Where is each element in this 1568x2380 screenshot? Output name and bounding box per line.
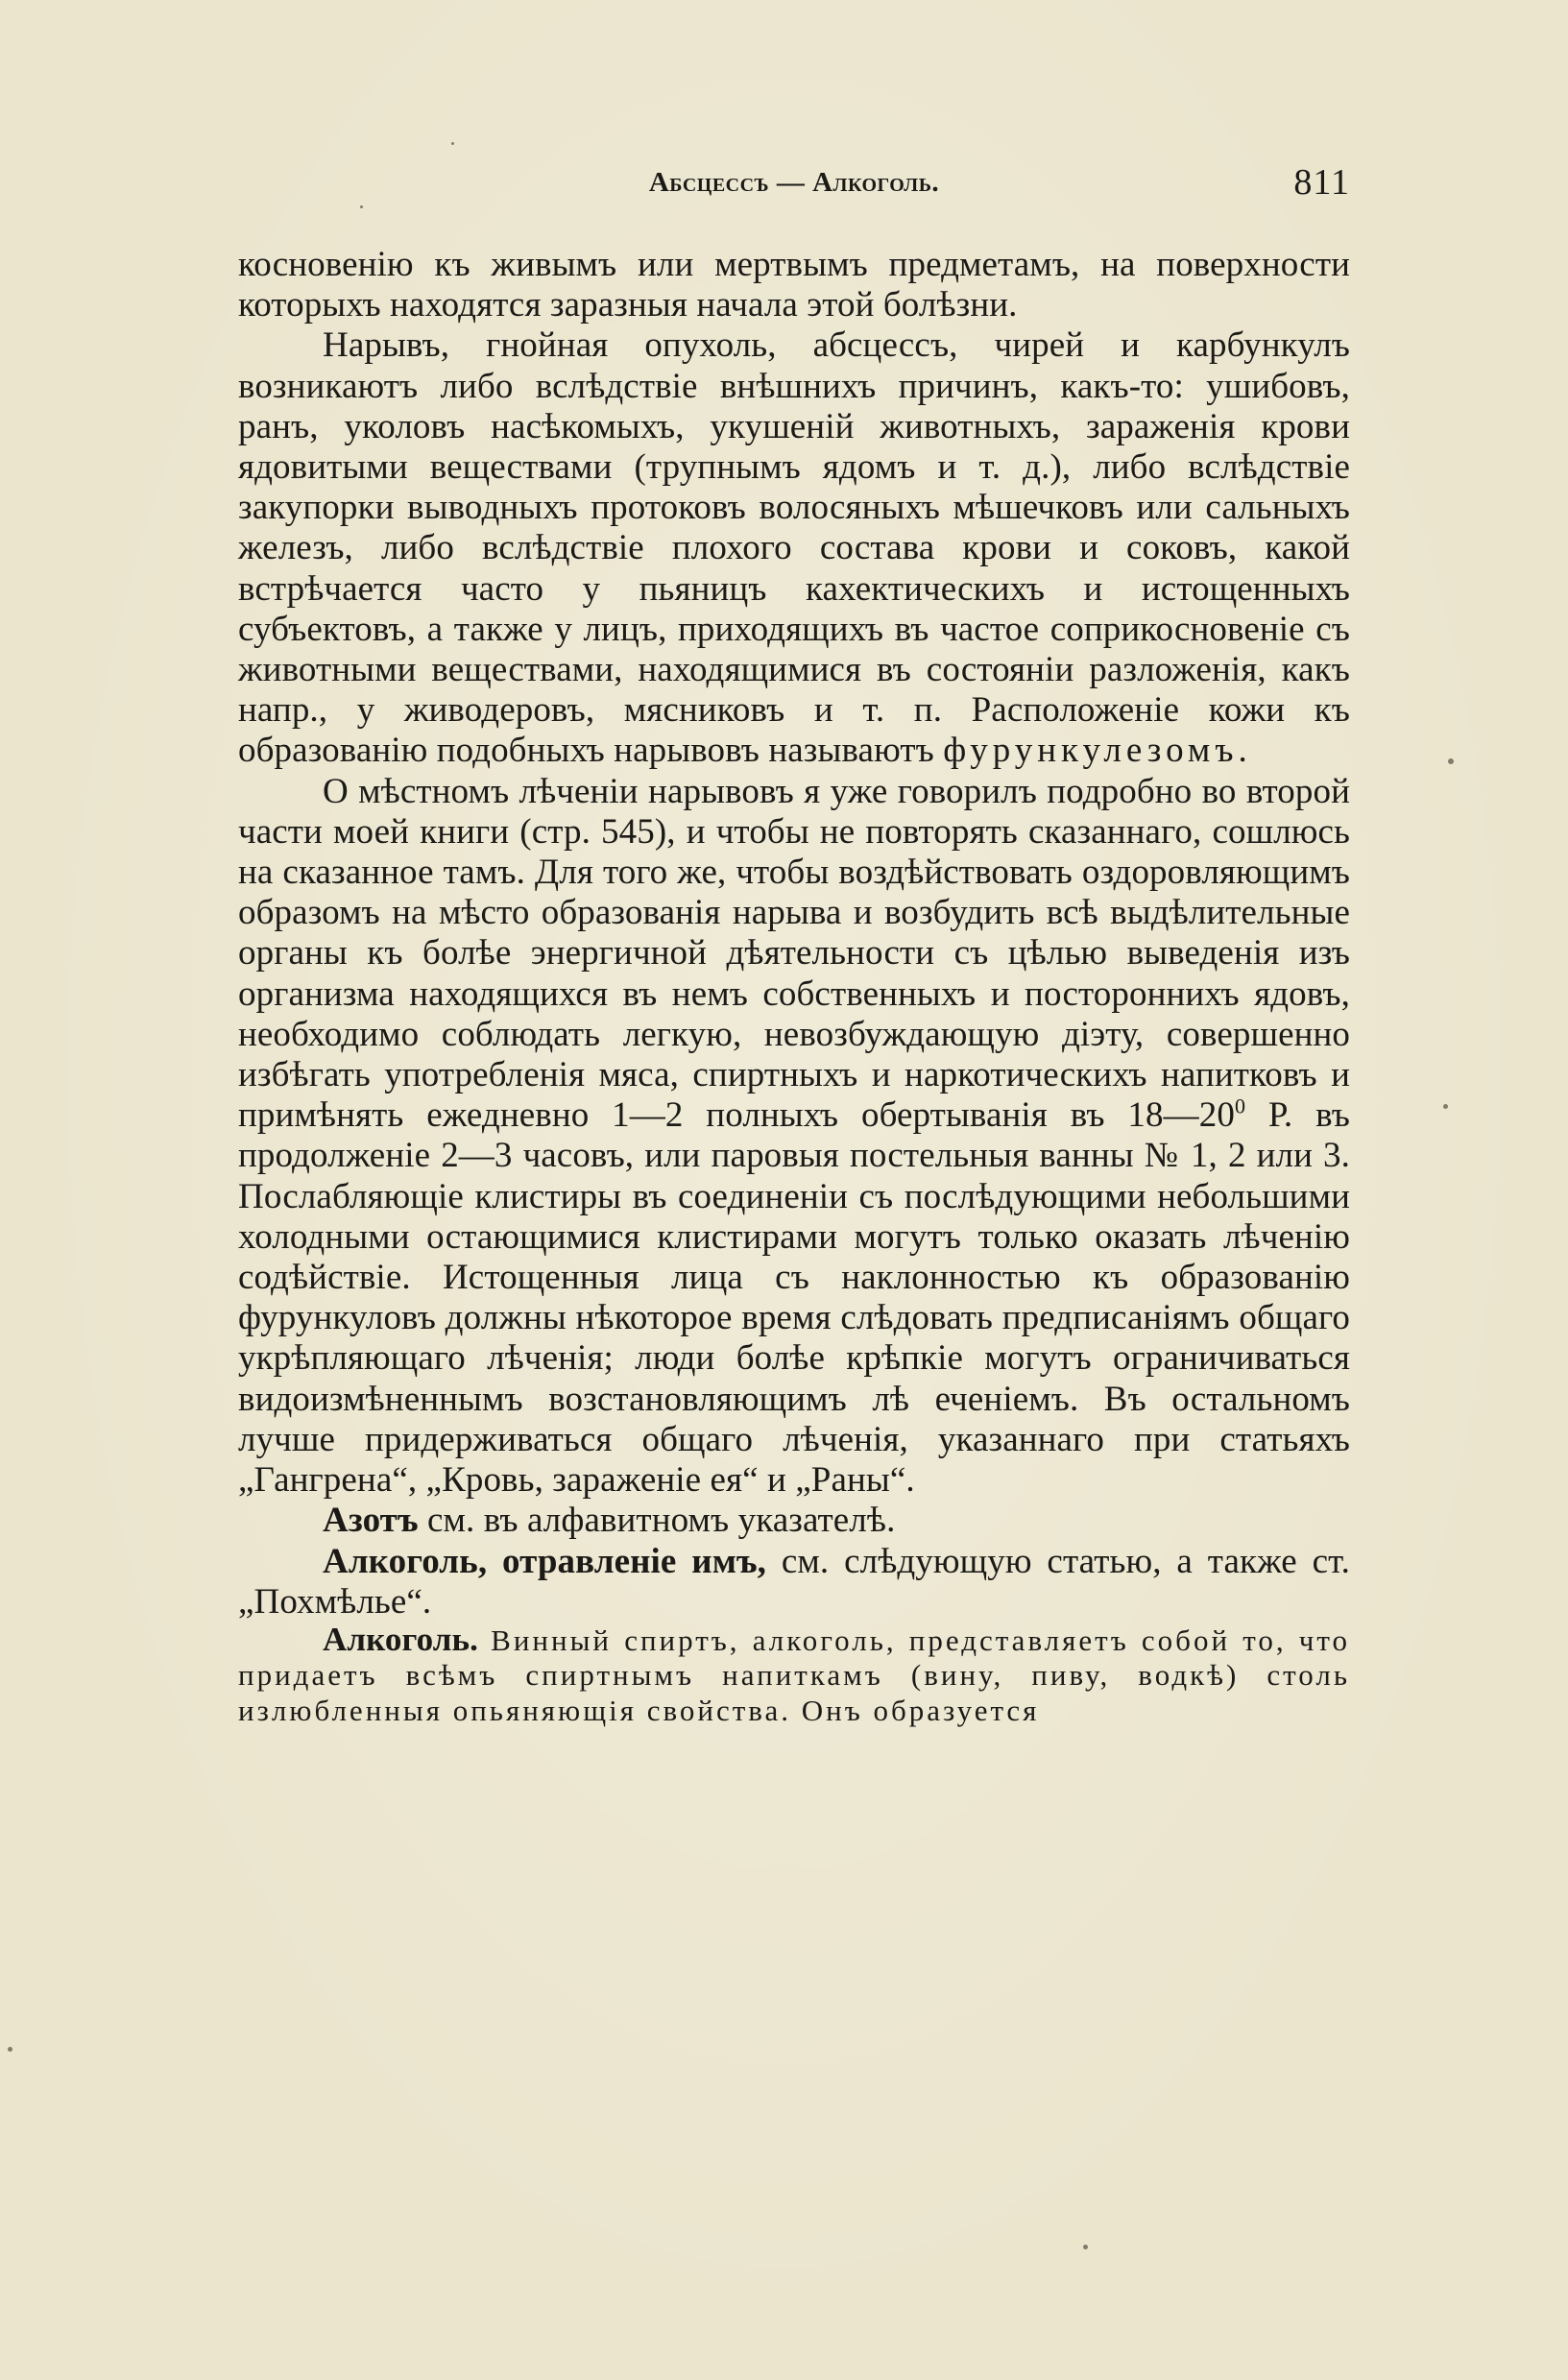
paragraph-abscess-treatment-text-a: О мѣстномъ лѣченiи нарывовъ я уже говорилъ подробно во второй части моей книги (стр. 545), и чтобы не повторять сказаннаго, сошлюсь на сказанное тамъ. Для того же, чтобы воздѣйствовать оздоровляющимъ образомъ на мѣсто образованiя нарыва и возбудить всѣ выдѣлительные органы къ болѣе энергичной дѣятельности съ цѣлью выведенiя изъ организма находящихся въ немъ собственныхъ и постороннихъ ядовъ, необходимо соблюдать легкую, невозбуждающую дiэту, совершенно избѣгать употребленiя мяса, спиртныхъ и наркотическихъ напитковъ и примѣнять ежедневно 1—2 полныхъ обертыванiя въ 18—20 — [238, 771, 1350, 1136]
page-header — [238, 161, 1350, 209]
paper-speck — [1083, 2245, 1088, 2249]
degree-superscript: 0 — [1234, 1094, 1246, 1118]
paper-speck — [1443, 1104, 1448, 1109]
entry-term-alcohol-poisoning: Алкоголь, отравленiе имъ, — [323, 1541, 767, 1581]
paragraph-abscess-causes-text: Нарывъ, гнойная опухоль, абсцессъ, чирей и карбункулъ возникаютъ либо вслѣдствiе внѣшнихъ причинъ, какъ-то: ушибовъ, ранъ, уколовъ насѣкомыхъ, укушенiй животныхъ, зараженiя крови ядовитыми веществами (трупнымъ ядомъ и т. д.), либо вслѣдствiе закупорки выводныхъ протоковъ волосяныхъ мѣшечковъ или сальныхъ железъ, либо вслѣдствiе плохого состава крови и соковъ, какой встрѣчается часто у пьяницъ кахектическихъ и истощенныхъ субъектовъ, а также у лицъ, приходящихъ въ частое соприкосновенiе съ животными веществами, находящимися въ состоянiи разложенiя, какъ напр., у живодеровъ, мясниковъ и т. п. Расположенiе кожи къ образованiю подобныхъ нарывовъ называютъ — [238, 325, 1350, 771]
paper-speck — [360, 205, 363, 208]
entry-alcohol — [238, 1620, 1350, 1729]
entry-text-alcohol-poisoning: см. слѣдующую статью, а также ст. „Похмѣлье“. — [238, 1541, 1351, 1622]
running-head: Абсцессъ — Алкоголь. — [648, 167, 940, 198]
entry-text-nitrogen: см. въ алфавитномъ указателѣ. — [418, 1501, 896, 1541]
paper-speck — [451, 142, 454, 145]
entry-text-alcohol: Винный спиртъ, алкоголь, представляетъ собой то, что придаетъ всѣмъ спиртнымъ напиткамъ (вину, пиву, водкѣ) столь излюбленныя опьяняющiя свойства. Онъ образуется — [238, 1623, 1350, 1727]
page-number: 811 — [1293, 162, 1350, 203]
entry-term-nitrogen: Азотъ — [323, 1501, 419, 1541]
body-text — [238, 245, 1350, 1728]
paragraph-continuation: косновенiю къ живымъ или мертвымъ предметамъ, на поверхности которыхъ находятся заразныя начала этой болѣзни. — [238, 245, 1350, 325]
paper-speck — [8, 2047, 12, 2052]
entry-alcohol-poisoning — [238, 1542, 1350, 1623]
entry-nitrogen — [238, 1501, 1350, 1541]
paragraph-abscess-causes — [238, 325, 1350, 771]
paper-speck — [1448, 758, 1454, 764]
paragraph-abscess-treatment — [238, 772, 1350, 1502]
paragraph-abscess-treatment-text-b: Р. въ продолженiе 2—3 часовъ, или паровыя постельныя ванны № 1, 2 или 3. Послабляющiе клистиры въ соединенiи съ послѣдующими небольшими холодными остающимися клистирами могутъ только оказать лѣченiю содѣйствiе. Истощенныя лица съ наклонностью къ образованiю фурункуловъ должны нѣкоторое время слѣдовать предписанiямъ общаго укрѣпляющаго лѣченiя; люди болѣе крѣпкiе могутъ ограничиваться видоизмѣненнымъ возстановляющимъ лѣ еченiемъ. Въ остальномъ лучше придерживаться общаго лѣченiя, указаннаго при статьяхъ „Гангрена“, „Кровь, зараженiе ея“ и „Раны“. — [238, 1095, 1350, 1501]
paragraph-abscess-causes-end: . — [1238, 731, 1247, 771]
spaced-term-furunculosis: фурункулезомъ — [943, 731, 1239, 771]
entry-term-alcohol: Алкоголь. — [323, 1620, 478, 1658]
